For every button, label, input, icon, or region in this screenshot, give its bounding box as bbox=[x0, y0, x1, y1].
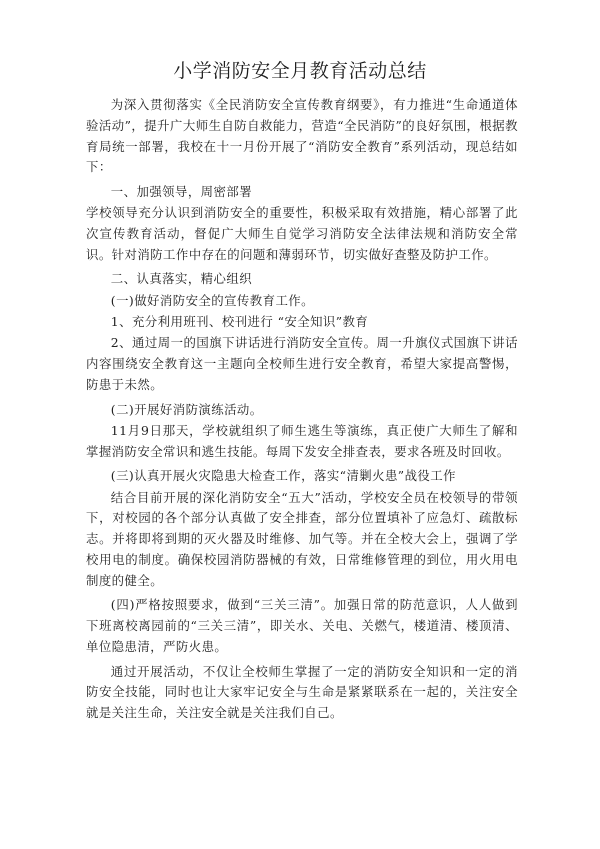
paragraph-intro: 为深入贯彻落实《全民消防安全宣传教育纲要》，有力推进“生命通道体验活动”，提升广大师生自防自救能力，营造“全民消防”的良好氛围，根据教育局统一部署，我校在十一月份开展了“消防安全教育”系列活动，现总结如下： bbox=[86, 97, 518, 175]
list-item-2: 2、通过周一的国旗下讲话进行消防安全宣传。周一升旗仪式国旗下讲话内容围绕安全教育这一主题向全校师生进行安全教育，希望大家提高警惕，防患于未然。 bbox=[86, 335, 518, 392]
list-item-1: 1、充分利用班刊、校刊进行 “安全知识”教育 bbox=[110, 314, 369, 330]
paragraph-drill: 11月9日那天，学校就组织了师生逃生等演练，真正使广大师生了解和掌握消防安全常识和逃生技能。每周下发安全排查表，要求各班及时回收。 bbox=[86, 422, 518, 459]
subsection-heading-3: (三)认真开展火灾隐患大检查工作，落实“清剿火患”战役工作 bbox=[110, 468, 456, 484]
paragraph-conclusion: 通过开展活动，不仅让全校师生掌握了一定的消防安全知识和一定的消防安全技能，同时也让大家牢记安全与生命是紧紧联系在一起的，关注安全就是关注生命，关注安全就是关注我们自己。 bbox=[86, 663, 518, 721]
paragraph-inspection: 结合目前开展的深化消防安全“五大”活动，学校安全员在校领导的带领下，对校园的各个部分认真做了安全排查，部分位置填补了应急灯、疏散标志。并将即将到期的灭火器及时维修、加气等。并在全校大会上，强调了学校用电的制度。确保校园消防器械的有效，日常维修管理的到位，用火用电制度的健全。 bbox=[86, 489, 518, 588]
paragraph-leadership: 学校领导充分认识到消防安全的重要性，积极采取有效措施，精心部署了此次宣传教育活动，督促广大师生自觉学习消防安全法律法规和消防安全常识。针对消防工作中存在的问题和薄弱环节，切实做好查整及防护工作。 bbox=[86, 205, 518, 262]
subsection-heading-2: (二)开展好消防演练活动。 bbox=[110, 401, 263, 417]
subsection-heading-1: (一)做好消防安全的宣传教育工作。 bbox=[110, 292, 314, 308]
section-heading-2: 二、认真落实，精心组织 bbox=[110, 271, 253, 287]
document-body bbox=[86, 95, 518, 728]
paragraph-three-checks: (四)严格按照要求，做到“三关三清”。加强日常的防范意识，人人做到下班离校离园前的“三关三清”，即关水、关电、关燃气，楼道清、楼顶清、单位隐患清，严防火患。 bbox=[86, 597, 518, 654]
section-heading-1: 一、加强领导，周密部署 bbox=[110, 183, 253, 199]
document-title: 小学消防安全月教育活动总结 bbox=[173, 60, 427, 82]
